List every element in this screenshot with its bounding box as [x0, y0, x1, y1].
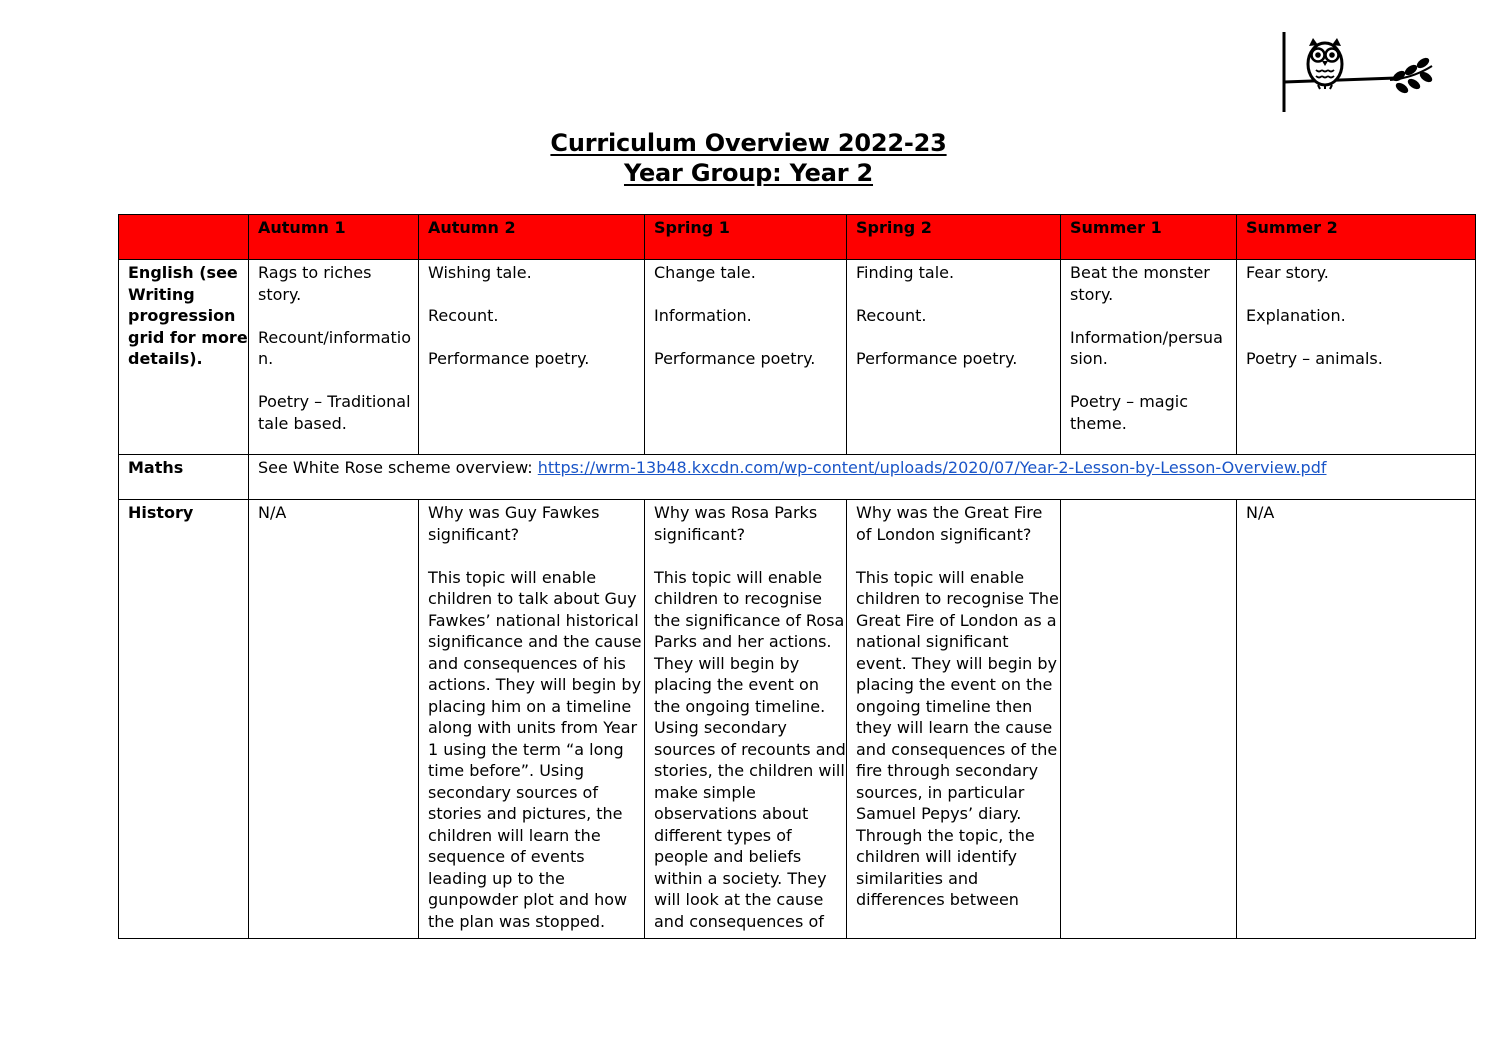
header-cell-spring-2: Spring 2 [847, 215, 1061, 260]
header-cell-summer-1: Summer 1 [1061, 215, 1237, 260]
history-spring-1: Why was Rosa Parks significant? This topic will enable children to recognise the significance of Rosa Parks and her actions. They will begin by placing the event on the ongoing timeline. Using secondary sources of recounts and stories, the children will make simple observations about different types of people and beliefs within a society. They will look at the cause and consequences of [645, 500, 847, 939]
curriculum-table [118, 214, 1476, 939]
header-cell-autumn-2: Autumn 2 [419, 215, 645, 260]
header-cell-empty [119, 215, 249, 260]
page-title: Curriculum Overview 2022-23 [550, 129, 947, 157]
english-summer-2: Fear story. Explanation. Poetry – animals. [1237, 260, 1476, 455]
history-summer-1 [1061, 500, 1237, 939]
white-rose-overview-link[interactable]: https://wrm-13b48.kxcdn.com/wp-content/uploads/2020/07/Year-2-Lesson-by-Lesson-Overview.pdf [537, 458, 1327, 477]
owl-on-branch-icon [1278, 30, 1438, 114]
header-cell-autumn-1: Autumn 1 [249, 215, 419, 260]
title-block [0, 128, 1497, 188]
maths-overview-cell [249, 455, 1476, 500]
history-spring-2: Why was the Great Fire of London significant? This topic will enable children to recognise The Great Fire of London as a national significant event. They will begin by placing the event on the ongoing timeline then they will learn the cause and consequences of the fire through secondary sources, in particular Samuel Pepys’ diary. Through the topic, the children will identify similarities and differences between [847, 500, 1061, 939]
english-row [119, 260, 1476, 455]
english-summer-1: Beat the monster story. Information/persua sion. Poetry – magic theme. [1061, 260, 1237, 455]
history-summer-2: N/A [1237, 500, 1476, 939]
header-row [119, 215, 1476, 260]
header-cell-summer-2: Summer 2 [1237, 215, 1476, 260]
history-autumn-1: N/A [249, 500, 419, 939]
maths-row [119, 455, 1476, 500]
subject-maths: Maths [119, 455, 249, 500]
history-autumn-2: Why was Guy Fawkes significant? This topic will enable children to talk about Guy Fawkes’ national historical significance and the cause and consequences of his actions. They will begin by placing him on a timeline along with units from Year 1 using the term “a long time before”. Using secondary sources of stories and pictures, the children will learn the sequence of events leading up to the gunpowder plot and how the plan was stopped. [419, 500, 645, 939]
english-spring-1: Change tale. Information. Performance poetry. [645, 260, 847, 455]
english-autumn-2: Wishing tale. Recount. Performance poetry. [419, 260, 645, 455]
english-autumn-1: Rags to riches story. Recount/informatio n. Poetry – Traditional tale based. [249, 260, 419, 455]
history-row [119, 500, 1476, 939]
english-spring-2: Finding tale. Recount. Performance poetry. [847, 260, 1061, 455]
subject-history: History [119, 500, 249, 939]
page-subtitle: Year Group: Year 2 [623, 159, 874, 187]
subject-english: English (see Writing progression grid for more details). [119, 260, 249, 455]
maths-overview-text: See White Rose scheme overview: [258, 458, 538, 477]
header-cell-spring-1: Spring 1 [645, 215, 847, 260]
